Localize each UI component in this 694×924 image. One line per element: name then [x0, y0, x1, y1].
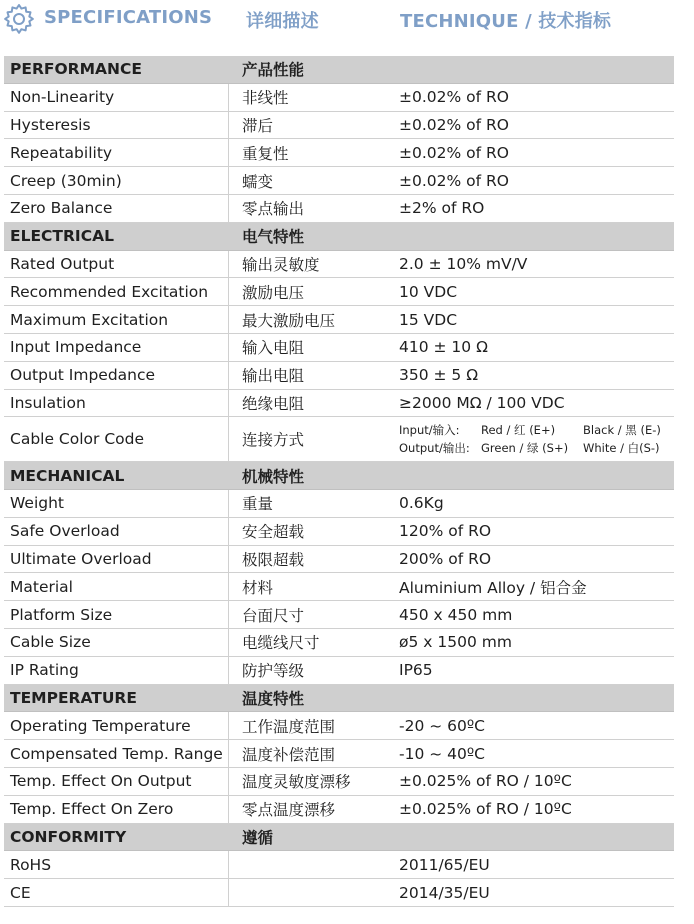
spec-value: 410 ± 10 Ω [399, 338, 488, 357]
table-row [4, 796, 674, 824]
cable-input-positive: Red / 红 (E+) [481, 423, 556, 438]
spec-value: 2014/35/EU [399, 883, 490, 902]
spec-label-en: Insulation [4, 390, 229, 417]
spec-label-cn: 电缆线尺寸 [242, 634, 320, 653]
spec-value: ±0.025% of RO / 10ºC [399, 772, 572, 791]
spec-value: ±0.025% of RO / 10ºC [399, 800, 572, 819]
cable-input-label: Input/输入: [399, 423, 460, 438]
table-row [4, 390, 674, 418]
spec-label-en: Operating Temperature [4, 712, 229, 739]
spec-label-cn: 工作温度范围 [242, 717, 336, 736]
spec-value: 0.6Kg [399, 494, 444, 513]
header-title-en: SPECIFICATIONS [44, 7, 213, 28]
section-title-cn: 机械特性 [242, 467, 305, 486]
spec-label-cn: 连接方式 [242, 431, 305, 450]
header-title-technique: TECHNIQUE / 技术指标 [400, 11, 612, 32]
table-row-cable-color-code [4, 417, 674, 462]
spec-value: 450 x 450 mm [399, 605, 513, 624]
spec-label-en: Repeatability [4, 139, 229, 166]
spec-label-en: Cable Size [4, 629, 229, 656]
table-row [4, 546, 674, 574]
cable-output-positive: Green / 绿 (S+) [481, 441, 569, 456]
spec-label-en: Compensated Temp. Range [4, 740, 229, 767]
spec-label-en: Recommended Excitation [4, 278, 229, 305]
section-header-temperature [4, 685, 674, 713]
spec-label-cn: 输入电阻 [242, 339, 305, 358]
section-header-mechanical [4, 462, 674, 490]
spec-label-cn: 温度灵敏度漂移 [242, 773, 351, 792]
spec-label-en: IP Rating [4, 657, 229, 684]
spec-table [4, 56, 674, 907]
spec-label-cn: 安全超载 [242, 523, 305, 542]
cable-output-negative: White / 白(S-) [583, 441, 660, 456]
table-row [4, 573, 674, 601]
spec-label-cn: 极限超载 [242, 550, 305, 569]
spec-label-en: Zero Balance [4, 195, 229, 222]
table-row [4, 167, 674, 195]
table-row [4, 851, 674, 879]
table-row [4, 629, 674, 657]
spec-value: ≥2000 MΩ / 100 VDC [399, 393, 565, 412]
page-header [0, 0, 694, 40]
spec-value: 350 ± 5 Ω [399, 366, 479, 385]
spec-label-cn: 温度补偿范围 [242, 745, 336, 764]
spec-label-cn: 绝缘电阻 [242, 394, 305, 413]
spec-label-cn: 滞后 [242, 116, 274, 135]
cable-color-code [393, 417, 674, 461]
spec-value: -20 ~ 60ºC [399, 716, 486, 735]
table-row [4, 195, 674, 223]
section-title-cn: 温度特性 [242, 689, 305, 708]
spec-label-en: Output Impedance [4, 362, 229, 389]
cable-output-label: Output/输出: [399, 441, 470, 456]
spec-value: 120% of RO [399, 522, 492, 541]
spec-label-en: RoHS [4, 851, 229, 878]
spec-label-cn: 输出电阻 [242, 367, 305, 386]
table-row [4, 657, 674, 685]
cable-input-negative: Black / 黑 (E-) [583, 423, 661, 438]
section-header-conformity [4, 824, 674, 852]
table-row [4, 139, 674, 167]
spec-label-en: CE [4, 879, 229, 906]
section-title-cn: 产品性能 [242, 61, 305, 80]
spec-value: ±2% of RO [399, 199, 485, 218]
spec-value: 200% of RO [399, 549, 492, 568]
table-row [4, 518, 674, 546]
table-row [4, 768, 674, 796]
section-header-performance [4, 56, 674, 84]
spec-value: IP65 [399, 661, 433, 680]
section-title-en: ELECTRICAL [10, 227, 114, 246]
spec-value: ø5 x 1500 mm [399, 633, 512, 652]
gear-icon [2, 2, 36, 36]
spec-label-en: Hysteresis [4, 112, 229, 139]
section-header-electrical [4, 223, 674, 251]
spec-label-en: Platform Size [4, 601, 229, 628]
section-title-en: MECHANICAL [10, 466, 125, 485]
spec-label-cn: 防护等级 [242, 662, 305, 681]
spec-label-cn: 蠕变 [242, 172, 274, 191]
table-row [4, 879, 674, 907]
table-row [4, 112, 674, 140]
spec-label-cn: 输出灵敏度 [242, 255, 320, 274]
spec-label-cn: 最大激励电压 [242, 311, 336, 330]
spec-label-cn: 台面尺寸 [242, 606, 305, 625]
spec-label-en: Rated Output [4, 251, 229, 278]
spec-label-cn: 零点输出 [242, 200, 305, 219]
table-row [4, 278, 674, 306]
section-title-en: TEMPERATURE [10, 688, 137, 707]
table-row [4, 306, 674, 334]
spec-value: -10 ~ 40ºC [399, 744, 486, 763]
table-row [4, 362, 674, 390]
spec-value: 2.0 ± 10% mV/V [399, 254, 528, 273]
spec-label-en: Non-Linearity [4, 84, 229, 111]
spec-value: ±0.02% of RO [399, 88, 509, 107]
spec-label-en: Material [4, 573, 229, 600]
table-row [4, 601, 674, 629]
table-row [4, 84, 674, 112]
table-row [4, 490, 674, 518]
spec-label-en: Input Impedance [4, 334, 229, 361]
table-row [4, 712, 674, 740]
table-row [4, 740, 674, 768]
spec-value: 15 VDC [399, 310, 458, 329]
spec-label-en: Weight [4, 490, 229, 517]
spec-label-cn: 激励电压 [242, 283, 305, 302]
spec-label-cn: 重复性 [242, 144, 289, 163]
spec-label-cn: 重量 [242, 495, 274, 514]
spec-value: ±0.02% of RO [399, 171, 509, 190]
section-title-cn: 电气特性 [242, 228, 305, 247]
table-row [4, 334, 674, 362]
spec-label-en: Creep (30min) [4, 167, 229, 194]
spec-value: Aluminium Alloy / 铝合金 [399, 578, 587, 597]
spec-label-en: Temp. Effect On Output [4, 768, 229, 795]
header-title-cn: 详细描述 [246, 11, 319, 32]
spec-label-en: Safe Overload [4, 518, 229, 545]
spec-label-en: Ultimate Overload [4, 546, 229, 573]
spec-label-cn [229, 879, 393, 906]
spec-label-en: Cable Color Code [4, 417, 229, 461]
spec-label-cn: 非线性 [242, 89, 289, 108]
section-title-en: PERFORMANCE [10, 60, 142, 79]
table-row [4, 251, 674, 279]
section-title-cn: 遵循 [242, 828, 274, 847]
spec-label-cn [229, 851, 393, 878]
section-title-en: CONFORMITY [10, 827, 127, 846]
spec-label-en: Maximum Excitation [4, 306, 229, 333]
spec-value: 2011/65/EU [399, 855, 490, 874]
spec-value: ±0.02% of RO [399, 115, 509, 134]
spec-value: ±0.02% of RO [399, 143, 509, 162]
spec-label-en: Temp. Effect On Zero [4, 796, 229, 823]
spec-label-cn: 零点温度漂移 [242, 801, 336, 820]
spec-label-cn: 材料 [242, 578, 274, 597]
spec-value: 10 VDC [399, 282, 458, 301]
